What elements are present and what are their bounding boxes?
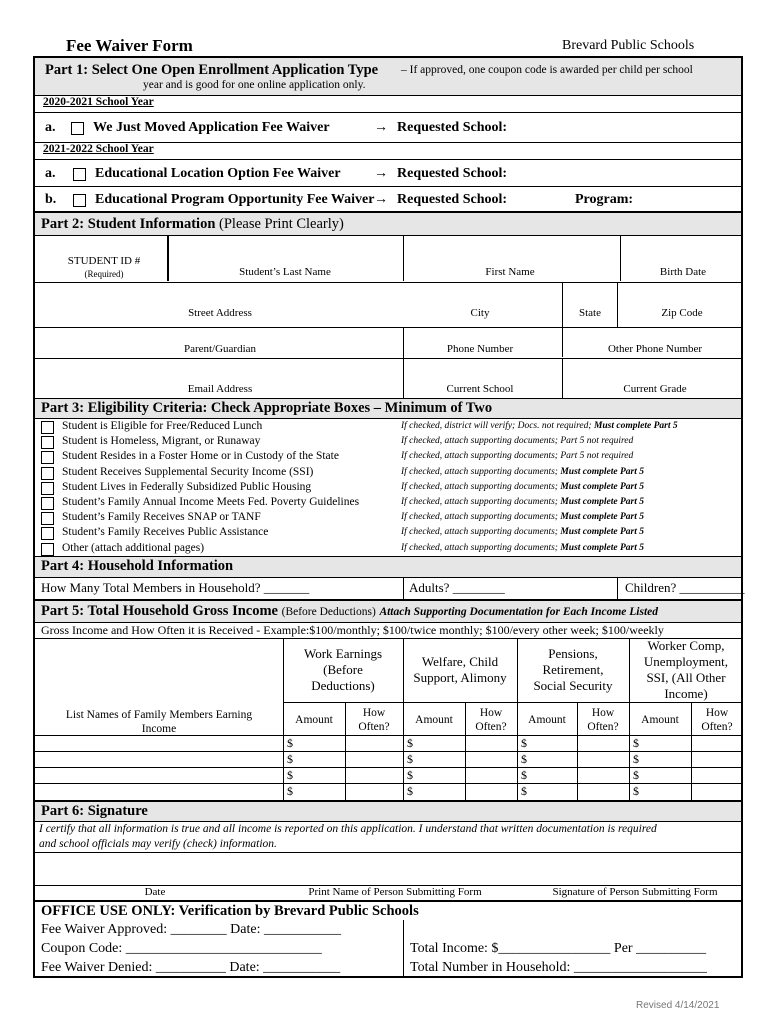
how-often-header: How Often? [701, 707, 733, 733]
part1-note: – If approved, one coupon code is awarded per child per school [401, 64, 693, 76]
eligibility-note: If checked, attach supporting documents; Part 5 not required [401, 451, 634, 462]
checkbox[interactable] [41, 421, 54, 434]
revision-date: Revised 4/14/2021 [636, 1000, 720, 1011]
part2-heading: Part 2: Student Information (Please Print Clearly) [41, 216, 344, 232]
checkbox[interactable] [41, 512, 54, 525]
option-label: We Just Moved Application Fee Waiver [93, 120, 330, 135]
eligibility-note: If checked, attach supporting documents; Must complete Part 5 [401, 466, 645, 477]
gross-income-instructions: Gross Income and How Often it is Received - Example:$100/monthly; $100/twice monthly; $100/every other week; $100/weekly [41, 623, 664, 637]
arrow-icon: → [374, 166, 388, 181]
amount-header: Amount [641, 714, 679, 726]
checkbox[interactable] [71, 122, 84, 135]
last-name-label: Student’s Last Name [239, 266, 331, 278]
checkbox[interactable] [41, 436, 54, 449]
amount-cell[interactable]: $ [521, 768, 527, 782]
student-id-label: STUDENT ID # [67, 255, 141, 267]
checkbox[interactable] [41, 482, 54, 495]
current-grade-label: Current Grade [623, 383, 687, 395]
how-often-header: How Often? [358, 707, 390, 733]
fee-waiver-denied-field[interactable]: Fee Waiver Denied: __________ Date: ___________ [41, 960, 341, 975]
eligibility-label: Student’s Family Receives SNAP or TANF [62, 511, 261, 524]
how-often-header: How Often? [587, 707, 619, 733]
checkbox[interactable] [41, 527, 54, 540]
amount-cell[interactable]: $ [407, 752, 413, 766]
street-label: Street Address [188, 307, 252, 319]
eligibility-note: If checked, attach supporting documents; Must complete Part 5 [401, 497, 645, 507]
birth-date-label: Birth Date [659, 266, 707, 278]
eligibility-label: Student is Eligible for Free/Reduced Lunch [62, 420, 263, 432]
signature-label: Signature of Person Submitting Form [552, 886, 718, 898]
zip-label: Zip Code [661, 307, 703, 319]
eligibility-label: Student is Homeless, Migrant, or Runaway [62, 435, 261, 448]
other-phone-label: Other Phone Number [607, 343, 703, 355]
eligibility-note: If checked, attach supporting documents; Must complete Part 5 [401, 512, 645, 523]
amount-cell[interactable]: $ [633, 768, 639, 782]
date-label: Date [144, 886, 166, 898]
income-type-header: Worker Comp, Unemployment, SSI, (All Other Income) [643, 638, 729, 701]
email-label: Email Address [187, 383, 253, 395]
eligibility-note: If checked, attach supporting documents; Must complete Part 5 [401, 527, 645, 538]
amount-cell[interactable]: $ [407, 736, 413, 750]
eligibility-label: Student Resides in a Foster Home or in Custody of the State [62, 450, 339, 463]
part5-heading: Part 5: Total Household Gross Income (Before Deductions) Attach Supporting Documentation for Each Income Listed [41, 603, 659, 619]
eligibility-label: Student Lives in Federally Subsidized Public Housing [62, 480, 312, 493]
amount-header: Amount [295, 714, 333, 726]
amount-cell[interactable]: $ [521, 752, 527, 766]
requested-school-label: Requested School: [397, 166, 508, 181]
parent-label: Parent/Guardian [183, 343, 257, 355]
option-letter: a. [45, 166, 56, 181]
amount-cell[interactable]: $ [287, 736, 293, 750]
part3-heading: Part 3: Eligibility Criteria: Check Appropriate Boxes – Minimum of Two [41, 400, 493, 416]
certify-line1: I certify that all information is true and all income is reported on this application. I understand that written documentation is required [39, 823, 657, 835]
city-label: City [470, 307, 490, 319]
checkbox[interactable] [73, 168, 86, 181]
form-title: Fee Waiver Form [66, 36, 193, 55]
option-label: Educational Location Option Fee Waiver [95, 166, 341, 181]
income-type-header: Pensions, Retirement, Social Security [533, 646, 613, 693]
signature-area[interactable] [35, 853, 741, 885]
eligibility-label: Other (attach additional pages) [62, 541, 205, 554]
checkbox[interactable] [41, 543, 54, 556]
option-label: Educational Program Opportunity Fee Waiver [95, 192, 375, 207]
eligibility-note: If checked, attach supporting documents; Part 5 not required [401, 436, 634, 447]
fee-waiver-approved-field[interactable]: Fee Waiver Approved: ________ Date: ___________ [41, 922, 341, 937]
fee-waiver-form [33, 56, 743, 978]
requested-school-label: Requested School: [397, 192, 508, 207]
income-type-header: Work Earnings (Before Deductions) [303, 646, 383, 693]
how-often-header: How Often? [475, 707, 507, 733]
eligibility-label: Student’s Family Receives Public Assistance [62, 526, 269, 539]
amount-header: Amount [415, 714, 453, 726]
part6-heading: Part 6: Signature [41, 803, 148, 819]
amount-cell[interactable]: $ [633, 784, 639, 798]
part1-note-line2: year and is good for one online application only. [143, 79, 366, 91]
requested-school-label: Requested School: [397, 120, 508, 135]
first-name-label: First Name [485, 266, 535, 278]
checkbox[interactable] [73, 194, 86, 207]
year2-label: 2021-2022 School Year [43, 143, 154, 155]
checkbox[interactable] [41, 467, 54, 480]
program-label: Program: [575, 192, 634, 207]
arrow-icon: → [374, 120, 388, 135]
checkbox[interactable] [41, 451, 54, 464]
children-field[interactable]: Children? __________ [625, 580, 745, 595]
amount-cell[interactable]: $ [521, 784, 527, 798]
amount-cell[interactable]: $ [407, 768, 413, 782]
checkbox[interactable] [41, 497, 54, 510]
amount-cell[interactable]: $ [287, 752, 293, 766]
total-income-field[interactable]: Total Income: $________________ Per __________ [410, 941, 707, 956]
eligibility-label: Student Receives Supplemental Security Income (SSI) [62, 465, 314, 478]
arrow-icon: → [374, 192, 388, 207]
part4-heading: Part 4: Household Information [41, 558, 234, 574]
household-total-field[interactable]: How Many Total Members in Household? _______ [41, 580, 310, 595]
eligibility-note: If checked, attach supporting documents; Must complete Part 5 [401, 481, 645, 492]
required-label: (Required) [84, 269, 124, 279]
amount-cell[interactable]: $ [633, 752, 639, 766]
amount-cell[interactable]: $ [633, 736, 639, 750]
option-letter: b. [45, 192, 57, 207]
total-household-field[interactable]: Total Number in Household: ___________________ [410, 960, 707, 975]
eligibility-label: Student’s Family Annual Income Meets Fed. Poverty Guidelines [62, 496, 360, 508]
family-members-label: List Names of Family Members Earning Income [65, 709, 253, 735]
current-school-label: Current School [446, 383, 514, 395]
amount-cell[interactable]: $ [407, 784, 413, 798]
amount-cell[interactable]: $ [287, 768, 293, 782]
year1-label: 2020-2021 School Year [43, 96, 154, 108]
adults-field[interactable]: Adults? ________ [409, 580, 505, 595]
coupon-code-field[interactable]: Coupon Code: ____________________________ [41, 941, 322, 956]
print-name-label: Print Name of Person Submitting Form [308, 886, 482, 898]
amount-cell[interactable]: $ [287, 784, 293, 798]
amount-cell[interactable]: $ [521, 736, 527, 750]
organization-name: Brevard Public Schools [562, 38, 695, 53]
part1-heading: Part 1: Select One Open Enrollment Application Type [45, 62, 379, 78]
office-use-heading: OFFICE USE ONLY: Verification by Brevard Public Schools [41, 903, 419, 919]
certify-line2: and school officials may verify (check) information. [39, 838, 277, 850]
phone-label: Phone Number [446, 343, 514, 355]
amount-header: Amount [528, 714, 566, 726]
income-type-header: Welfare, Child Support, Alimony [413, 654, 507, 685]
eligibility-note: If checked, district will verify; Docs. not required; Must complete Part 5 [401, 421, 678, 431]
option-letter: a. [45, 120, 56, 135]
state-label: State [579, 307, 601, 319]
eligibility-note: If checked, attach supporting documents; Must complete Part 5 [401, 542, 645, 553]
